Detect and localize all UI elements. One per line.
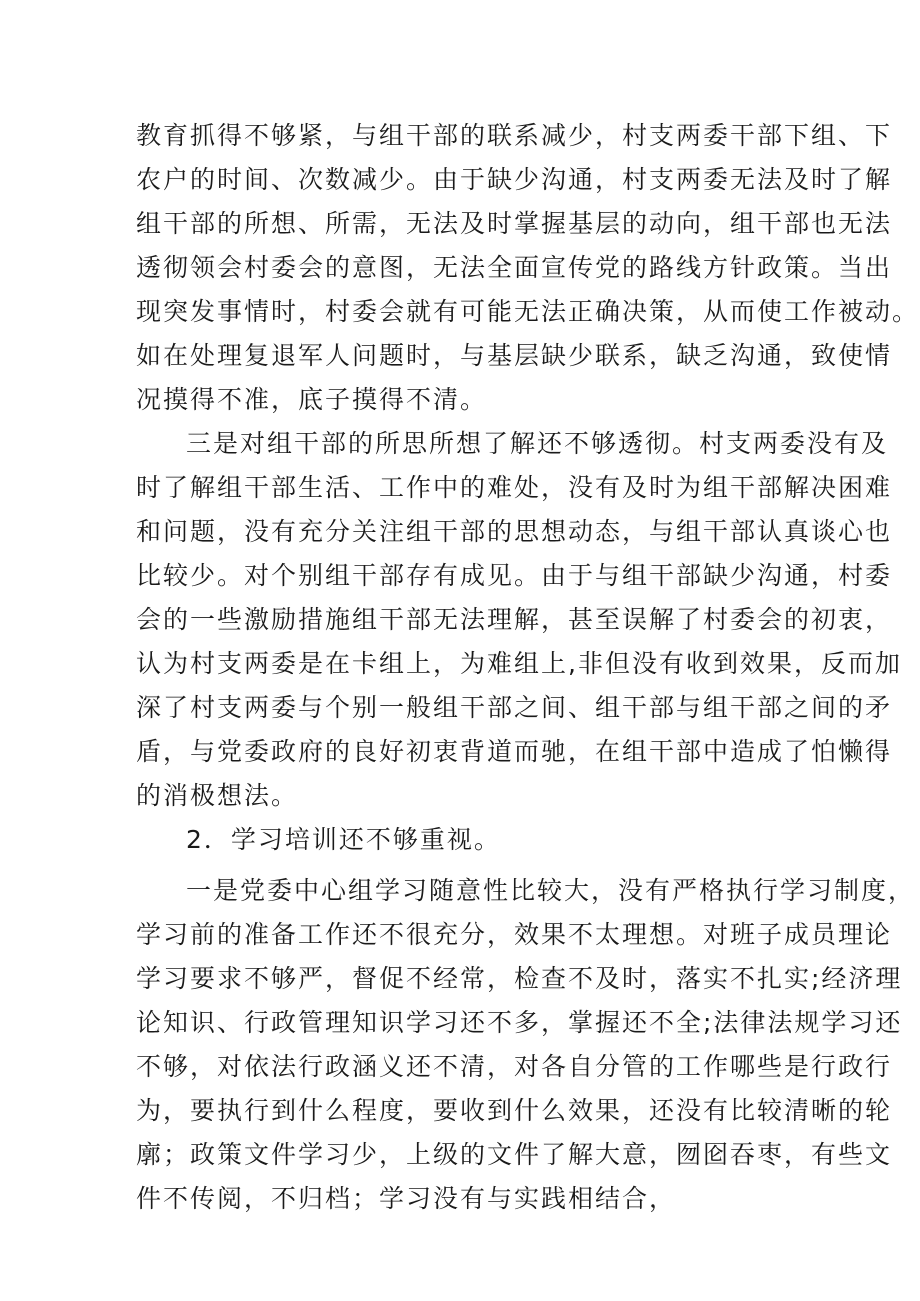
text-line: 农户的时间、次数减少。由于缺少沟通，村支两委无法及时了解 — [136, 165, 893, 194]
text-line: 如在处理复退军人问题时，与基层缺少联系，缺乏沟通，致使情 — [136, 341, 893, 370]
text-line: 会的一些激励措施组干部无法理解，甚至误解了村委会的初衷， — [136, 605, 893, 634]
text-line: 三是对组干部的所思所想了解还不够透彻。村支两委没有及 — [186, 429, 889, 458]
text-line: 件不传阅，不归档；学习没有与实践相结合， — [136, 1184, 677, 1213]
text-line: 认为村支两委是在卡组上，为难组上,非但没有收到效果，反而加 — [136, 649, 902, 678]
text-line: 学习要求不够严，督促不经常，检查不及时，落实不扎实;经济理 — [136, 964, 903, 993]
text-line: 为，要执行到什么程度，要收到什么效果，还没有比较清晰的轮 — [136, 1096, 893, 1125]
text-line: 时了解组干部生活、工作中的难处，没有及时为组干部解决困难 — [136, 473, 893, 502]
text-line: 不够，对依法行政涵义还不清，对各自分管的工作哪些是行政行 — [136, 1052, 893, 1081]
text-line: 和问题，没有充分关注组干部的思想动态，与组干部认真谈心也 — [136, 517, 893, 546]
text-line: 廓；政策文件学习少，上级的文件了解大意，囫囵吞枣，有些文 — [136, 1140, 893, 1169]
heading-line: 2．学习培训还不够重视。 — [186, 825, 501, 854]
text-line: 组干部的所想、所需，无法及时掌握基层的动向，组干部也无法 — [136, 209, 893, 238]
text-line: 盾，与党委政府的良好初衷背道而驰，在组干部中造成了怕懒得 — [136, 737, 893, 766]
text-line: 学习前的准备工作还不很充分，效果不太理想。对班子成员理论 — [136, 920, 893, 949]
text-line: 一是党委中心组学习随意性比较大，没有严格执行学习制度， — [186, 876, 916, 905]
text-line: 比较少。对个别组干部存有成见。由于与组干部缺少沟通，村委 — [136, 561, 893, 590]
text-line: 论知识、行政管理知识学习还不多，掌握还不全;法律法规学习还 — [136, 1008, 903, 1037]
text-line: 现突发事情时，村委会就有可能无法正确决策，从而使工作被动。 — [136, 297, 920, 326]
text-line: 的消极想法。 — [136, 781, 299, 810]
text-line: 况摸得不准，底子摸得不清。 — [136, 385, 488, 414]
text-line: 透彻领会村委会的意图，无法全面宣传党的路线方针政策。当出 — [136, 253, 893, 282]
text-line: 教育抓得不够紧，与组干部的联系减少，村支两委干部下组、下 — [136, 121, 893, 150]
text-line: 深了村支两委与个别一般组干部之间、组干部与组干部之间的矛 — [136, 693, 893, 722]
